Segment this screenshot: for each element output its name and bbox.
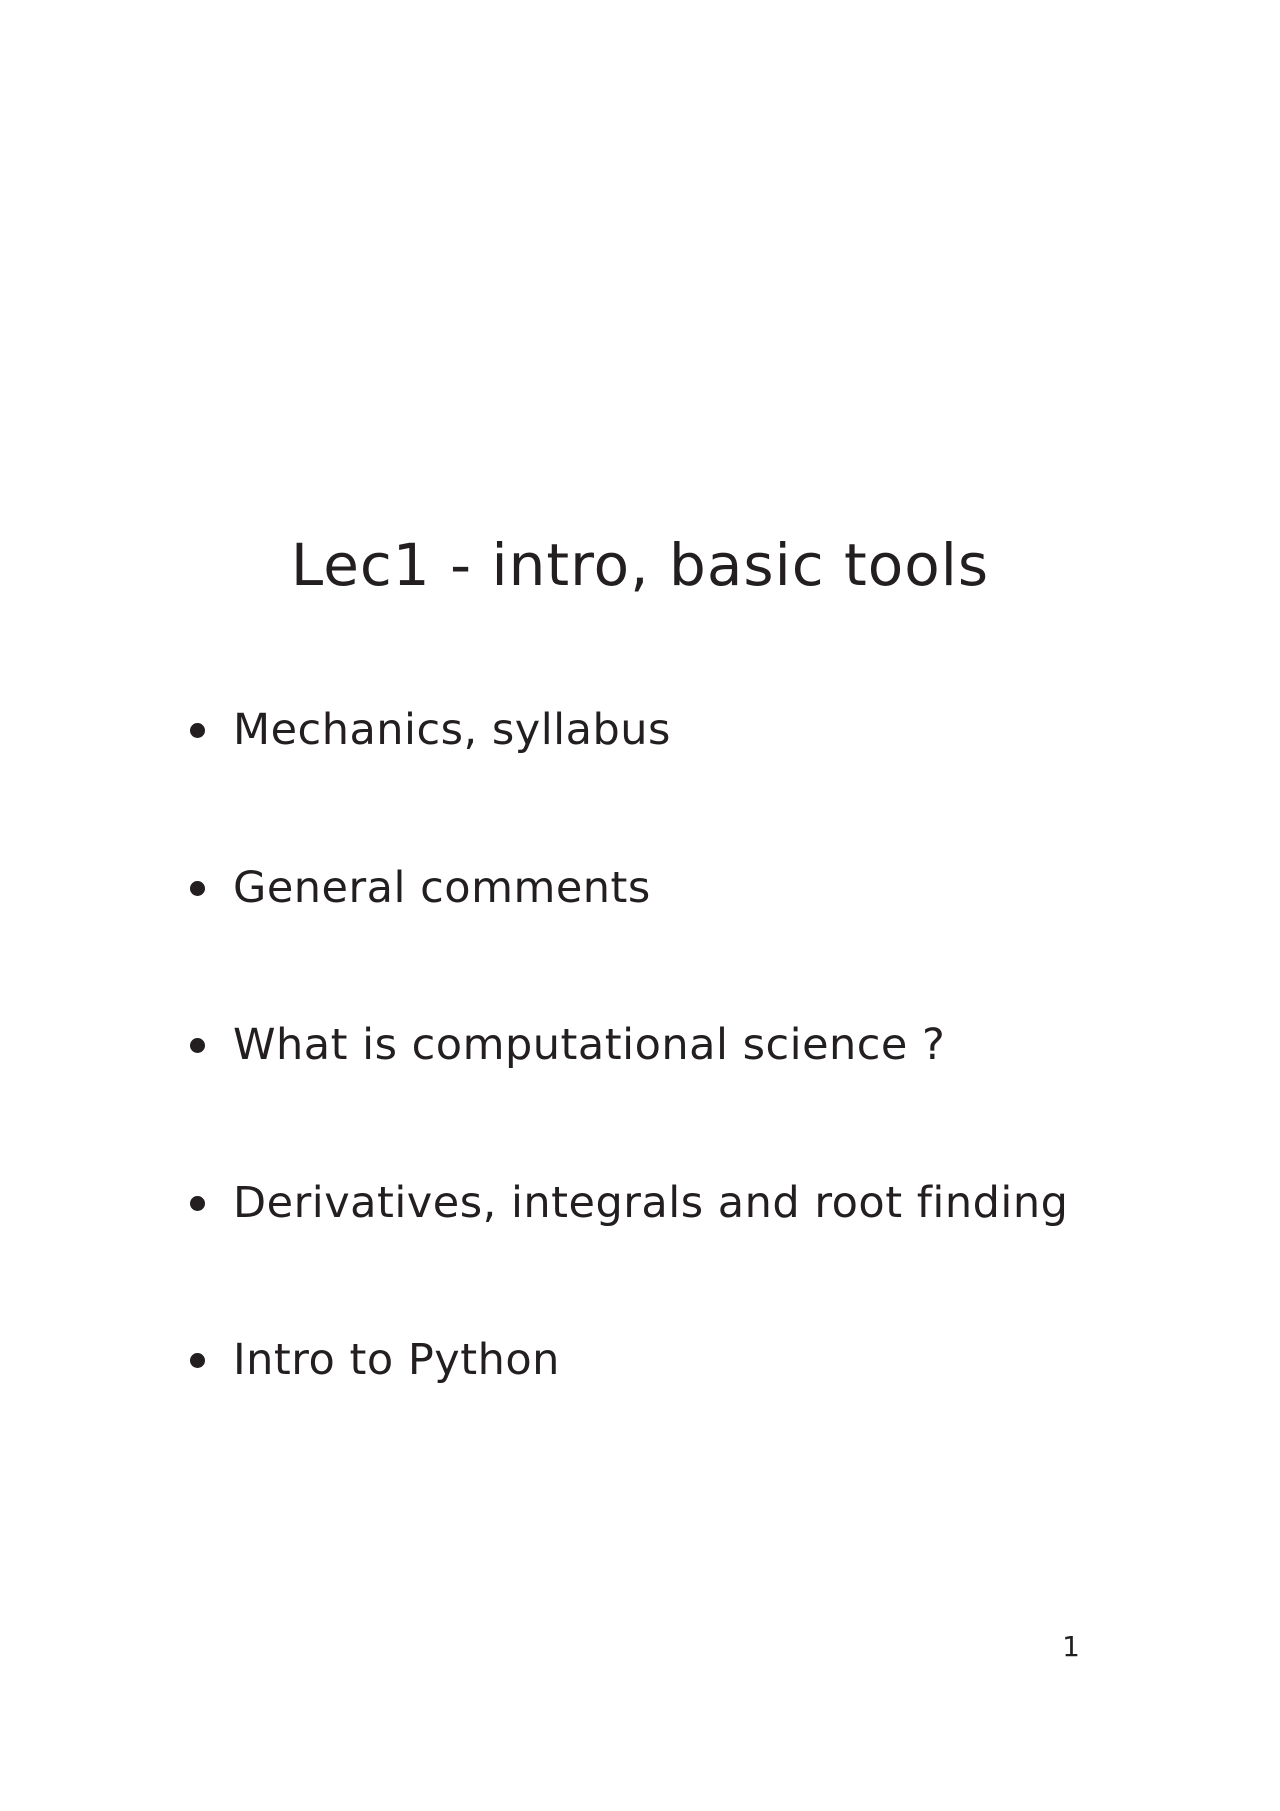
bullet-item-derivatives: [190, 1175, 1190, 1231]
bullet-dot-icon: [190, 723, 205, 738]
bullet-item-computational-science: [190, 1017, 1190, 1073]
bullet-item-general-comments: [190, 860, 1190, 916]
slide-title: Lec1 - intro, basic tools: [290, 531, 990, 599]
bullet-dot-icon: [190, 1353, 205, 1368]
page-number: 1: [1062, 1630, 1080, 1663]
bullet-item-mechanics: [190, 702, 1190, 758]
bullet-dot-icon: [190, 1196, 205, 1211]
bullet-text: Derivatives, integrals and root finding: [233, 1178, 1069, 1228]
bullet-dot-icon: [190, 1038, 205, 1053]
bullet-text: General comments: [233, 863, 651, 913]
bullet-text: What is computational science ?: [233, 1020, 946, 1070]
bullet-item-python: [190, 1332, 1190, 1388]
bullet-text: Mechanics, syllabus: [233, 705, 671, 755]
bullet-text: Intro to Python: [233, 1335, 560, 1385]
bullet-dot-icon: [190, 881, 205, 896]
